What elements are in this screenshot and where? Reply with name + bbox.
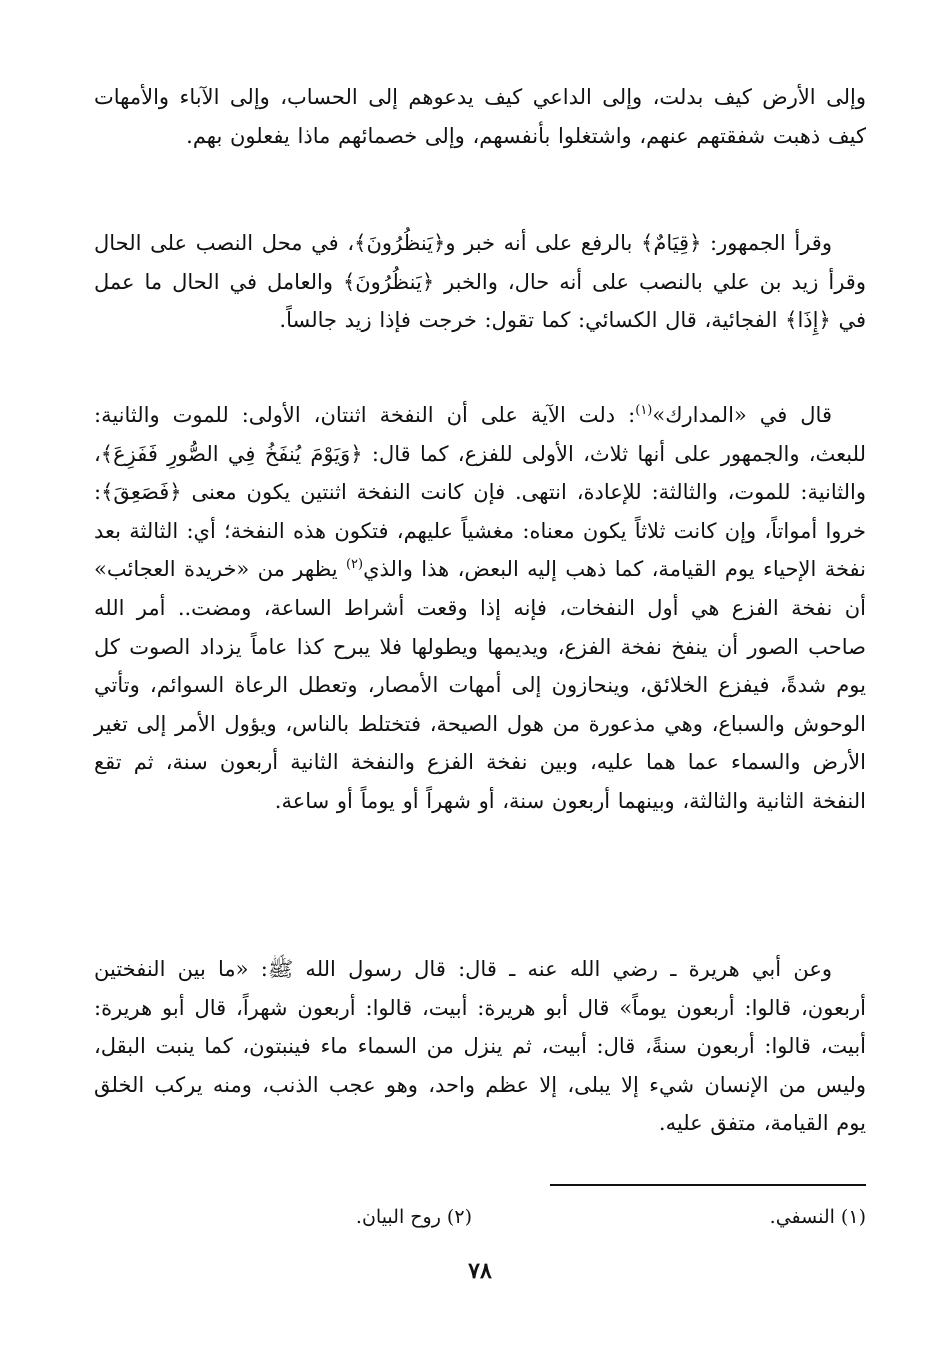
- footnote-divider: [550, 1184, 866, 1186]
- paragraph-1: وإلى الأرض كيف بدلت، وإلى الداعي كيف يدعوهم إلى الحساب، وإلى الآباء والأمهات كيف ذهبت شفقتهم عنهم، واشتغلوا بأنفسهم، وإلى خصمائهم ماذا يفعلون بهم.: [94, 85, 866, 148]
- book-page: [94, 78, 866, 1308]
- page-number: ٧٨: [468, 1258, 492, 1284]
- paragraph-3-text-b: : دلت الآية على أن النفخة اثنتان، الأولى: للموت والثانية: للبعث، والجمهور على أنها ثلاث، الأولى للفزع، كما قال: ﴿وَيَوْمَ يُنفَخُ فِي الصُّورِ فَفَزِعَ﴾، والثانية: للموت، والثالثة: للإعادة، انتهى. فإن كانت النفخة اثنتين يكون معنى ﴿فَصَعِقَ﴾: خروا أمواتاً، وإن كانت ثلاثاً يكون معناه: مغشياً عليهم، فتكون هذه النفخة؛ أي: الثالثة بعد نفخة الإحياء يوم القيامة، كما ذهب إليه البعض، هذا والذي: [94, 403, 866, 582]
- footnote-ref-2: (٢): [345, 557, 364, 573]
- paragraph-3: [94, 396, 866, 821]
- paragraph-3-text-c: يظهر من «خريدة العجائب» أن نفخة الفزع هي أول النفخات، فإنه إذا وقعت أشراط الساعة، ومضت.. أمر الله صاحب الصور أن ينفخ نفخة الفزع، ويديمها ويطولها فلا يبرح كذا عاماً يزداد الصوت كل يوم شدةً، فيفزع الخلائق، وينحازون إلى أمهات الأمصار، وتعطل الرعاة السوائم، وتأتي الوحوش والسباع، وهي مذعورة من هول الصيحة، فتختلط بالناس، ويؤول الأمر إلى تغير الأرض والسماء عما هما عليه، وبين نفخة الفزع والنفخة الثانية أربعون سنة، ثم تقع النفخة الثانية والثالثة، وبينهما أربعون سنة، أو شهراً أو يوماً أو ساعة.: [94, 557, 866, 813]
- footnote-2: (٢) روح البيان.: [355, 1206, 472, 1228]
- footnote-1: (١) النسفي.: [769, 1206, 866, 1228]
- paragraph-4: وعن أبي هريرة ـ رضي الله عنه ـ قال: قال رسول الله ﷺ: «ما بين النفختين أربعون، قالوا: أربعون يوماً» قال أبو هريرة: أبيت، قالوا: أربعون شهراً، قال أبو هريرة: أبيت، قالوا: أربعون سنةً، قال: أبيت، ثم ينزل من السماء ماء فينبتون، كما ينبت البقل، وليس من الإنسان شيء إلا يبلى، إلا عظم واحد، وهو عجب الذنب، ومنه يركب الخلق يوم القيامة، متفق عليه.: [94, 957, 866, 1136]
- paragraph-3-text-a: قال في «المدارك»: [652, 403, 832, 427]
- footnote-ref-1: (١): [635, 403, 653, 418]
- footnotes: [94, 1200, 866, 1234]
- paragraph-2: وقرأ الجمهور: ﴿قِيَامٌ﴾ بالرفع على أنه خبر و﴿يَنظُرُونَ﴾، في محل النصب على الحال وقرأ زيد بن علي بالنصب على أنه حال، والخبر ﴿يَنظُرُونَ﴾ والعامل في الحال ما عمل في ﴿إِذَا﴾ الفجائية، قال الكسائي: كما تقول: خرجت فإذا زيد جالساً.: [94, 231, 866, 333]
